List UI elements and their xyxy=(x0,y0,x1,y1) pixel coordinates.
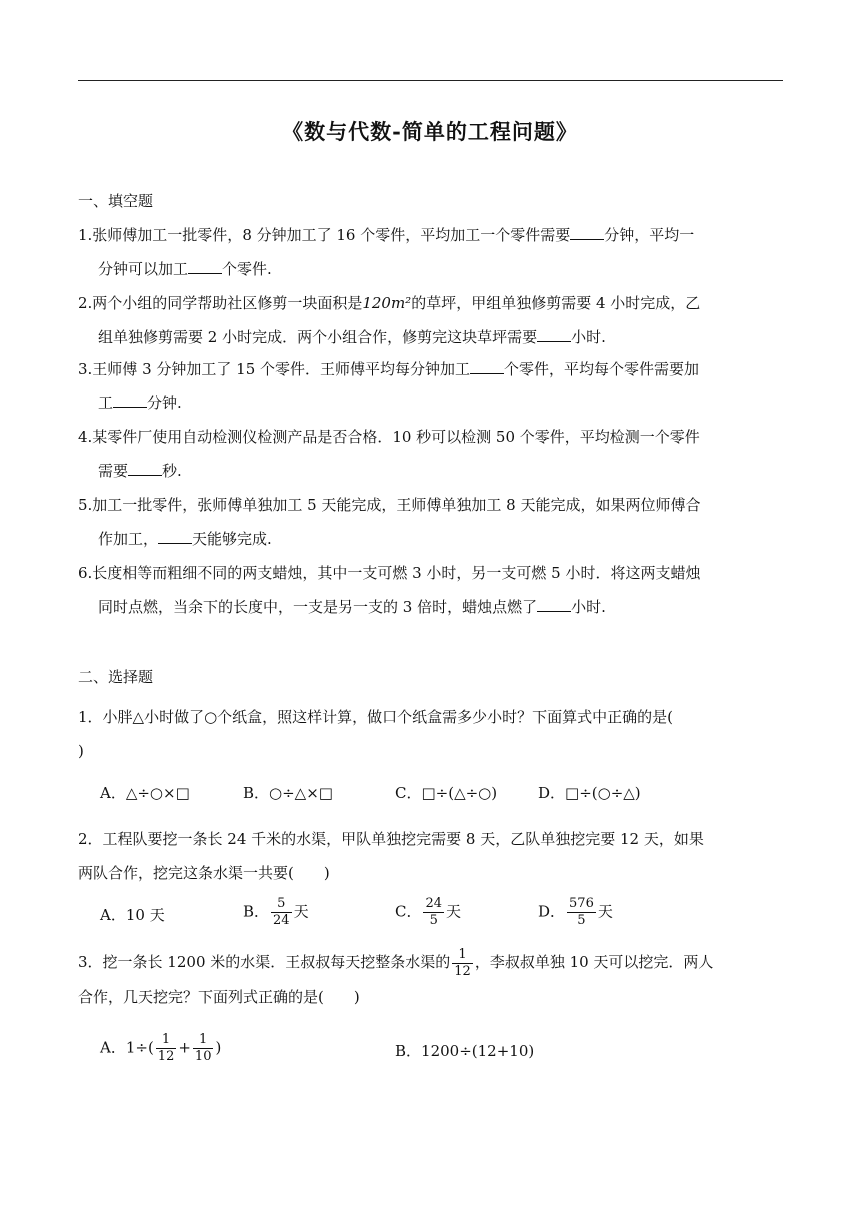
answer-blank[interactable] xyxy=(570,225,604,240)
fill-question-3: 3.王师傅 3 分钟加工了 15 个零件．王师傅平均每分钟加工 个零件，平均每个零件需要加 工 分钟. xyxy=(78,360,700,412)
choice-question-1: 1．小胖△小时做了○个纸盒，照这样计算，做口个纸盒需多少小时？下面算式中正确的是( ) xyxy=(78,708,674,760)
answer-blank[interactable] xyxy=(188,259,222,274)
option-d[interactable]: D． $\frac{576}{5}$ 天 xyxy=(538,896,613,928)
answer-blank[interactable] xyxy=(470,359,504,374)
choice-question-3: 3．挖一条长 1200 米的水渠．王叔叔每天挖整条水渠的 $\frac{1}{12}$ ，李叔叔单独 10 天可以挖完．两人 合作，几天挖完？下面列式正确的是( ) xyxy=(78,946,714,1006)
option-b[interactable]: B．1200÷(12+10) xyxy=(395,1042,535,1060)
answer-blank[interactable] xyxy=(537,327,571,342)
option-b[interactable]: B．○÷△×□ xyxy=(243,784,333,802)
option-d[interactable]: D．□÷(○÷△) xyxy=(538,784,641,802)
option-b[interactable]: B． $\frac{5}{24}$ 天 xyxy=(243,896,309,928)
section-choice-heading: 二、选择题 xyxy=(78,668,154,686)
fraction: $\frac{24}{5}$ xyxy=(425,896,443,928)
fill-question-1: 1.张师傅加工一批零件，8 分钟加工了 16 个零件，平均加工一个零件需要 分钟，平均一 分钟可以加工 个零件. xyxy=(78,226,695,278)
fill-question-4: 4.某零件厂使用自动检测仪检测产品是否合格．10 秒可以检测 50 个零件，平均检测一个零件 需要 秒. xyxy=(78,428,700,480)
answer-blank[interactable] xyxy=(128,461,162,476)
section-fill-blank-heading: 一、填空题 xyxy=(78,192,154,210)
answer-blank[interactable] xyxy=(537,597,571,612)
option-c[interactable]: C． $\frac{24}{5}$ 天 xyxy=(395,896,462,928)
fraction: $\frac{1}{10}$ xyxy=(194,1032,212,1064)
fraction: $\frac{576}{5}$ xyxy=(569,896,594,928)
fraction: $\frac{1}{12}$ xyxy=(157,1032,175,1064)
top-rule xyxy=(78,80,783,81)
area-expression: 120m² xyxy=(362,294,412,312)
answer-blank[interactable] xyxy=(113,393,147,408)
page-title: 《数与代数-简单的工程问题》 xyxy=(282,119,578,144)
fill-question-5: 5.加工一批零件，张师傅单独加工 5 天能完成，王师傅单独加工 8 天能完成，如果两位师傅合 作加工， 天能够完成. xyxy=(78,496,701,548)
option-a[interactable]: A．△÷○×□ xyxy=(100,784,190,802)
option-a[interactable]: A．10 天 xyxy=(100,906,165,924)
option-a[interactable]: A．1÷( $\frac{1}{12}$ + $\frac{1}{10}$ ) xyxy=(100,1032,222,1064)
answer-blank[interactable] xyxy=(158,529,192,544)
fraction: $\frac{5}{24}$ xyxy=(273,896,290,928)
fill-question-6: 6.长度相等而粗细不同的两支蜡烛，其中一支可燃 3 小时，另一支可燃 5 小时．将这两支蜡烛 同时点燃，当余下的长度中，一支是另一支的 3 倍时，蜡烛点燃了 小时. xyxy=(78,564,701,616)
fill-question-2: 2.两个小组的同学帮助社区修剪一块面积是120m²的草坪，甲组单独修剪需要 4 小时完成，乙 组单独修剪需要 2 小时完成．两个小组合作，修剪完这块草坪需要 小时. xyxy=(78,294,701,346)
option-c[interactable]: C．□÷(△÷○) xyxy=(395,784,498,802)
fraction: $\frac{1}{12}$ xyxy=(454,946,471,979)
choice-question-2: 2．工程队要挖一条长 24 千米的水渠，甲队单独挖完需要 8 天，乙队单独挖完要 12 天，如果 两队合作，挖完这条水渠一共要( ) xyxy=(78,830,704,882)
